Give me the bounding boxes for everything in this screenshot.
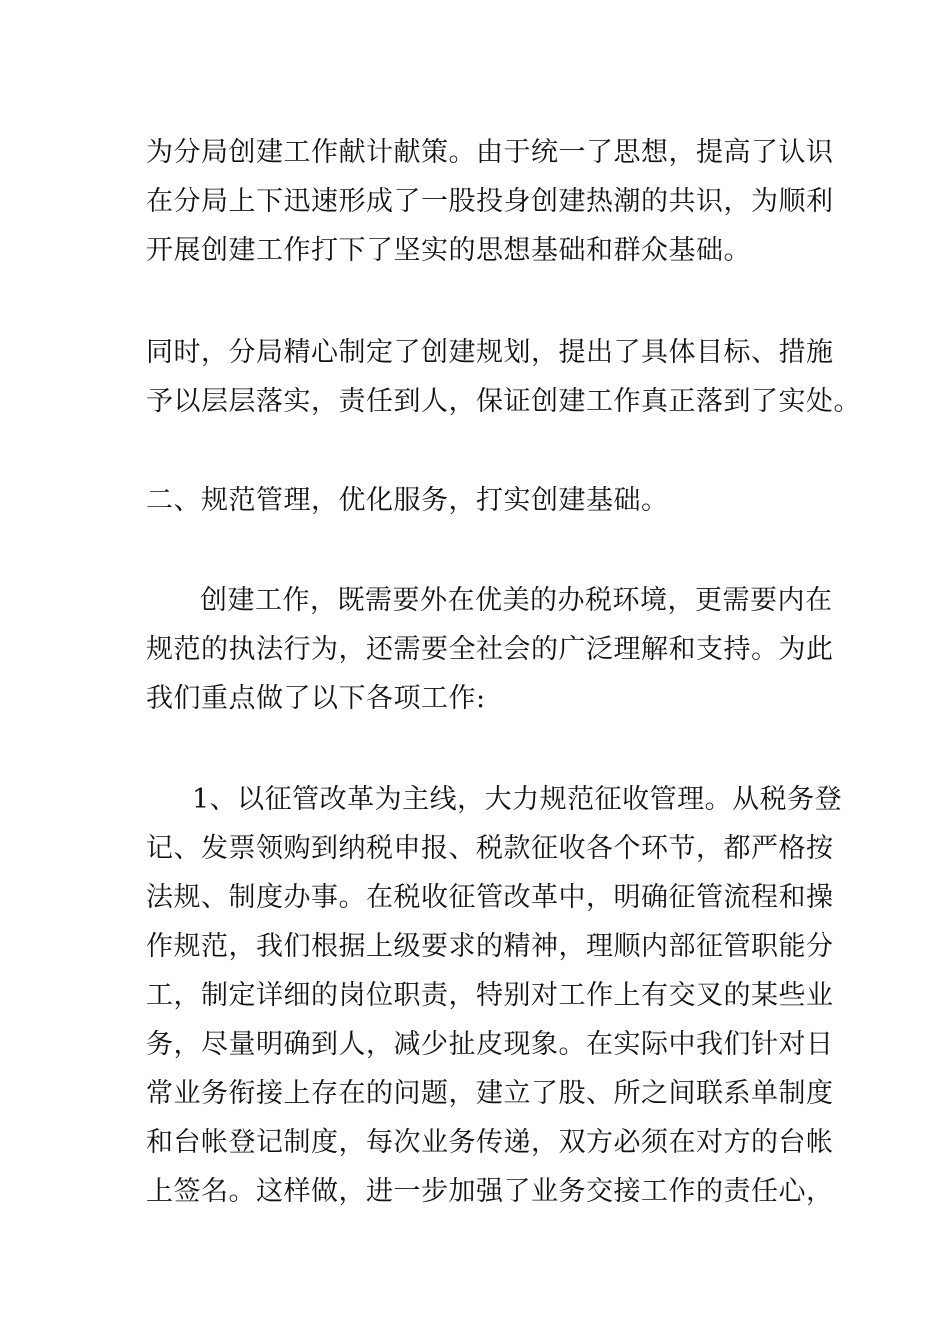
paragraph-5-line-5: 工，制定详细的岗位职责，特别对工作上有交叉的某些业 [146,980,834,1011]
paragraph-5-line-8: 和台帐登记制度，每次业务传递，双方必须在对方的台帐 [146,1127,834,1158]
paragraph-5-line-9: 上签名。这样做，进一步加强了业务交接工作的责任心， [146,1176,834,1207]
paragraph-4-line-1: 创建工作，既需要外在优美的办税环境，更需要内在 [200,585,833,616]
paragraph-5-line-3: 法规、制度办事。在税收征管改革中，明确征管流程和操 [146,882,834,913]
paragraph-5-line-1: 1、以征管改革为主线，大力规范征收管理。从税务登 [192,784,843,815]
paragraph-4-line-2: 规范的执法行为，还需要全社会的广泛理解和支持。为此 [146,634,834,665]
section-heading: 二、规范管理，优化服务，打实创建基础。 [146,485,669,516]
paragraph-5-line-2: 记、发票领购到纳税申报、税款征收各个环节，都严格按 [146,833,834,864]
paragraph-5-line-4: 作规范，我们根据上级要求的精神，理顺内部征管职能分 [146,931,834,962]
paragraph-5-line-6: 务，尽量明确到人，减少扯皮现象。在实际中我们针对日 [146,1029,834,1060]
paragraph-1-line-2: 在分局上下迅速形成了一股投身创建热潮的共识，为顺利 [146,186,834,217]
paragraph-5-line-7: 常业务衔接上存在的问题，建立了股、所之间联系单制度 [146,1078,834,1109]
paragraph-4-line-3: 我们重点做了以下各项工作: [146,683,486,714]
paragraph-1-line-1: 为分局创建工作献计献策。由于统一了思想，提高了认识 [146,137,834,168]
paragraph-2-line-2: 予以层层落实，责任到人，保证创建工作真正落到了实处。 [146,386,861,417]
paragraph-2-line-1: 同时，分局精心制定了创建规划，提出了具体目标、措施 [146,337,834,368]
paragraph-1-line-3: 开展创建工作打下了坚实的思想基础和群众基础。 [146,235,751,266]
